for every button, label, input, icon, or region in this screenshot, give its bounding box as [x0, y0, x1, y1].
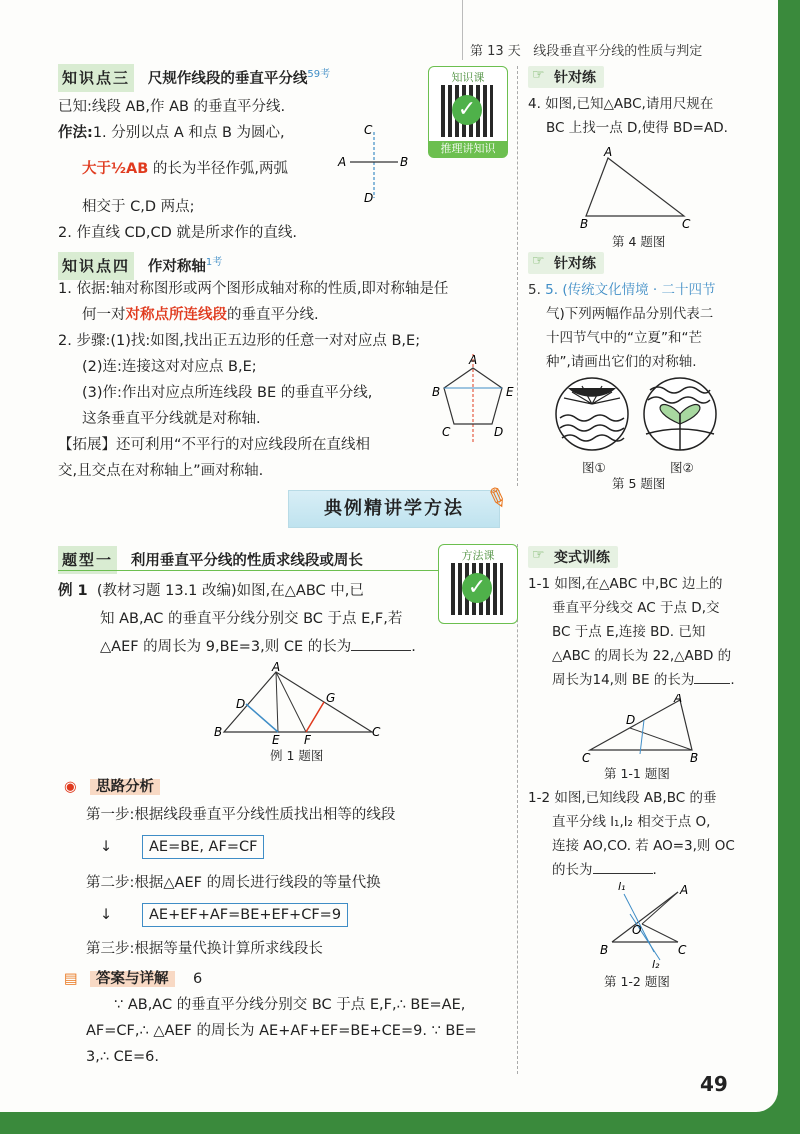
type1-title: 利用垂直平分线的性质求线段或周长	[130, 553, 363, 569]
side1-triangle	[578, 146, 698, 232]
side3-blank1	[694, 683, 730, 684]
side3-l2-c: C	[678, 943, 687, 957]
ex1-l2: 知 AB,AC 的垂直平分线分别交 BC 于点 E,F,若	[100, 611, 403, 627]
side3-l2-l1: l₁	[618, 880, 626, 893]
kp4-l3: 2. 步骤:(1)找:如图,找出正五边形的任意一对对应点 B,E;	[58, 333, 421, 349]
side1-title: 针对练	[554, 70, 596, 86]
kp3-step1-line	[58, 120, 285, 146]
kp3-step1-red-line	[82, 156, 288, 182]
side3-q2-4: 的长为	[552, 862, 593, 878]
answer-header	[64, 966, 203, 992]
qr2-label: 方法课	[461, 549, 495, 562]
kp4-l6: 这条垂直平分线就是对称轴.	[82, 411, 261, 427]
ex1-label-e: E	[272, 733, 280, 746]
analysis-b1: AE=BE, AF=CF	[142, 835, 264, 859]
side3-l2-a: A	[680, 883, 689, 897]
side3-figure2	[594, 880, 704, 972]
analysis-arrow1: ↓	[100, 839, 113, 855]
pent-label-e: E	[506, 385, 514, 399]
kp4-l2red: 对称点所连线段	[125, 307, 227, 323]
side2-title: 针对练	[554, 256, 596, 272]
kp3-step1-cont: 相交于 C,D 两点;	[82, 199, 195, 215]
analysis-s1: 第一步:根据线段垂直平分线性质找出相等的线段	[86, 807, 396, 823]
side2-q1-line: 5. 5. (传统文化情境 · 二十四节	[528, 282, 716, 298]
ex1-label-d: D	[236, 697, 246, 711]
side1-header	[528, 66, 604, 88]
kp3-given: 已知:线段 AB,作 AB 的垂直平分线.	[58, 99, 286, 115]
kp3-heading	[58, 62, 330, 92]
kp4-l2	[82, 302, 319, 328]
analysis-s2: 第二步:根据△AEF 的周长进行线段的等量代换	[86, 875, 381, 891]
answer-l3: 3,∴ CE=6.	[86, 1049, 159, 1065]
side1-label-c: C	[682, 217, 691, 231]
kp4-l1: 1. 依据:轴对称图形或两个图形成轴对称的性质,即对称轴是任	[58, 281, 449, 297]
analysis-b1-wrap	[142, 834, 264, 860]
ex1-label-g: G	[326, 691, 336, 705]
kp3-step2: 2. 作直线 CD,CD 就是所求作的直线.	[58, 225, 297, 241]
running-header	[470, 40, 702, 59]
side3-l2-b: B	[600, 943, 609, 957]
kp3-mark: 59考	[307, 69, 331, 80]
check-icon: ✓	[462, 573, 492, 603]
kp3-fig-label-c: C	[364, 123, 373, 137]
answer-title: 答案与详解	[90, 971, 175, 987]
kp4-l2b: 的垂直平分线.	[227, 307, 319, 323]
kp4-l5: (3)作:作出对应点所连线段 BE 的垂直平分线,	[82, 385, 373, 401]
side3-q1-4: △ABC 的周长为 22,△ABD 的	[552, 648, 732, 664]
pencil-icon: ✎	[481, 481, 513, 517]
side3-q2-2: 直平分线 l₁,l₂ 相交于点 O,	[552, 814, 711, 830]
kp3-figure	[336, 122, 416, 206]
pent-label-c: C	[442, 425, 451, 439]
triangle-abc	[586, 158, 684, 216]
kp3-fig-label-d: D	[364, 191, 374, 205]
ex1-blank	[351, 650, 411, 651]
type1-underline	[58, 570, 438, 571]
analysis-header	[64, 774, 160, 800]
side2-q4: 种”,请画出它们的对称轴.	[546, 354, 697, 370]
answer-l1: ∵ AB,AC 的垂直平分线分别交 BC 于点 E,F,∴ BE=AE,	[114, 997, 466, 1013]
side1-q: 4. 如图,已知△ABC,请用尺规在	[528, 96, 714, 112]
page-number: 49	[700, 1072, 728, 1096]
ex1-label-f: F	[304, 733, 311, 746]
column-divider-bottom	[517, 544, 518, 1074]
kp3-fig-label-a: A	[338, 155, 347, 169]
qr-code-knowledge[interactable]	[428, 66, 508, 158]
side1-caption: 第 4 题图	[612, 234, 666, 249]
side2-q1: 5. (传统文化情境 · 二十四节	[545, 282, 716, 298]
side3-q1-5-line: 周长为14,则 BE 的长为 .	[552, 672, 735, 688]
side3-cap2: 第 1-2 题图	[604, 974, 670, 989]
side3-bd	[630, 728, 692, 750]
side3-header	[528, 546, 618, 568]
kp4-l7: 【拓展】还可利用“不平行的对应线段所在直线相	[58, 437, 371, 453]
side2-caption: 第 5 题图	[612, 476, 666, 491]
side3-q1-5: 周长为14,则 BE 的长为	[552, 672, 695, 688]
side3-l1-c: C	[582, 751, 591, 764]
side3-l1-b: B	[690, 751, 699, 764]
header-topic: 线段垂直平分线的性质与判定	[533, 44, 703, 59]
kp4-mark: 1考	[205, 257, 223, 268]
ex1-figure	[212, 662, 382, 746]
pent-label-d: D	[494, 425, 504, 439]
kp4-title: 作对称轴	[147, 258, 206, 275]
side2-q3: 十四节气中的“立夏”和“芒	[546, 330, 702, 346]
analysis-s3: 第三步:根据等量代换计算所求线段长	[86, 941, 323, 957]
side1-label-a: A	[604, 146, 613, 159]
qr1-foot: 推理讲知识	[429, 141, 507, 157]
kp3-step1-red: 大于½AB	[82, 161, 149, 177]
pointing-hand-icon: ☞	[532, 253, 545, 269]
analysis-b2-wrap	[142, 902, 348, 928]
brain-icon: ◉	[64, 779, 77, 795]
ex1-l3: △AEF 的周长为 9,BE=3,则 CE 的长为	[100, 639, 352, 655]
kp4-l4: (2)连:连接这对对应点 B,E;	[82, 359, 257, 375]
qr-code-method[interactable]	[438, 544, 518, 624]
ex1-ae	[276, 672, 278, 732]
side3-ao	[642, 892, 678, 924]
side3-figure1	[580, 694, 710, 764]
side3-q2-4-line: 的长为 .	[552, 862, 657, 878]
kp4-l8: 交,且交点在对称轴上”画对称轴.	[58, 463, 264, 479]
kp4-l2a: 何一对	[82, 307, 126, 323]
column-divider-top	[517, 66, 518, 486]
check-icon: ✓	[452, 95, 482, 125]
ex1-label: 例 1	[58, 583, 88, 599]
calendar-icon: ▤	[64, 971, 78, 987]
kp3-title: 尺规作线段的垂直平分线	[147, 70, 308, 87]
side3-cap1: 第 1-1 题图	[604, 766, 670, 781]
answer-value: 6	[192, 971, 203, 987]
ex1-label-a: A	[272, 662, 281, 674]
kp3-step1-rest: 的长为半径作弧,两弧	[152, 161, 289, 177]
side1-q2: BC 上找一点 D,使得 BD=AD.	[546, 120, 728, 136]
side3-q2-1: 1-2 如图,已知线段 AB,BC 的垂	[528, 790, 717, 806]
figure-mangzhong	[644, 378, 716, 450]
side2-fig2: 图②	[670, 460, 694, 475]
banner: 典例精讲学方法	[288, 490, 500, 528]
kp3-fig-label-b: B	[400, 155, 409, 169]
ex1-line1	[58, 578, 364, 604]
solar-terms-figures	[552, 374, 722, 456]
side3-perp1	[640, 720, 644, 754]
kp4-tag: 知识点四	[58, 252, 134, 280]
analysis-b2: AE+EF+AF=BE+EF+CF=9	[142, 903, 348, 927]
side3-l2-l2: l₂	[652, 958, 660, 971]
figure-lixia	[556, 378, 628, 450]
analysis-title: 思路分析	[90, 779, 160, 795]
header-day: 第 13 天	[470, 44, 521, 59]
qr1-label: 知识课	[451, 71, 485, 84]
pentagon-figure	[428, 352, 518, 444]
pent-label-a: A	[469, 353, 478, 367]
side3-q1-3: BC 于点 E,连接 BD. 已知	[552, 624, 706, 640]
ex1-label-c: C	[372, 725, 381, 739]
side3-l2-o: O	[632, 923, 642, 937]
side3-q1-2: 垂直平分线交 AC 于点 D,交	[552, 600, 720, 616]
side2-q2: 气)下列两幅作品分别代表二	[546, 306, 714, 322]
ex1-perp1	[246, 704, 278, 732]
type1-tag: 题型一	[58, 546, 117, 574]
ex1-caption: 例 1 题图	[270, 748, 324, 763]
ex1-l3-line: △AEF 的周长为 9,BE=3,则 CE 的长为 .	[100, 639, 416, 655]
answer-l2: AF=CF,∴ △AEF 的周长为 AE+AF+EF=BE+CE=9. ∵ BE=	[86, 1023, 477, 1039]
analysis-arrow2: ↓	[100, 907, 113, 923]
kp3-tag: 知识点三	[58, 64, 134, 92]
header-divider	[462, 0, 464, 60]
pointing-hand-icon: ☞	[532, 547, 545, 563]
side3-q1-1: 1-1 如图,在△ABC 中,BC 边上的	[528, 576, 723, 592]
ex1-perp2	[306, 702, 324, 732]
side3-blank2	[593, 873, 653, 874]
side2-header	[528, 252, 604, 274]
side3-l1-a: A	[674, 694, 683, 705]
pointing-hand-icon: ☞	[532, 67, 545, 83]
ex1-label-b: B	[214, 725, 223, 739]
side2-fig1: 图①	[582, 460, 606, 475]
kp3-method-label: 作法:	[58, 125, 93, 141]
side3-q2-3: 连接 AO,CO. 若 AO=3,则 OC	[552, 838, 735, 854]
side1-label-b: B	[580, 217, 589, 231]
kp3-step1: 1. 分别以点 A 和点 B 为圆心,	[92, 125, 285, 141]
side3-title: 变式训练	[554, 550, 610, 566]
ex1-triangle	[224, 672, 372, 732]
side3-l1-d: D	[626, 713, 636, 727]
ex1-l1: (教材习题 13.1 改编)如图,在△ABC 中,已	[96, 583, 364, 599]
pent-label-b: B	[432, 385, 441, 399]
